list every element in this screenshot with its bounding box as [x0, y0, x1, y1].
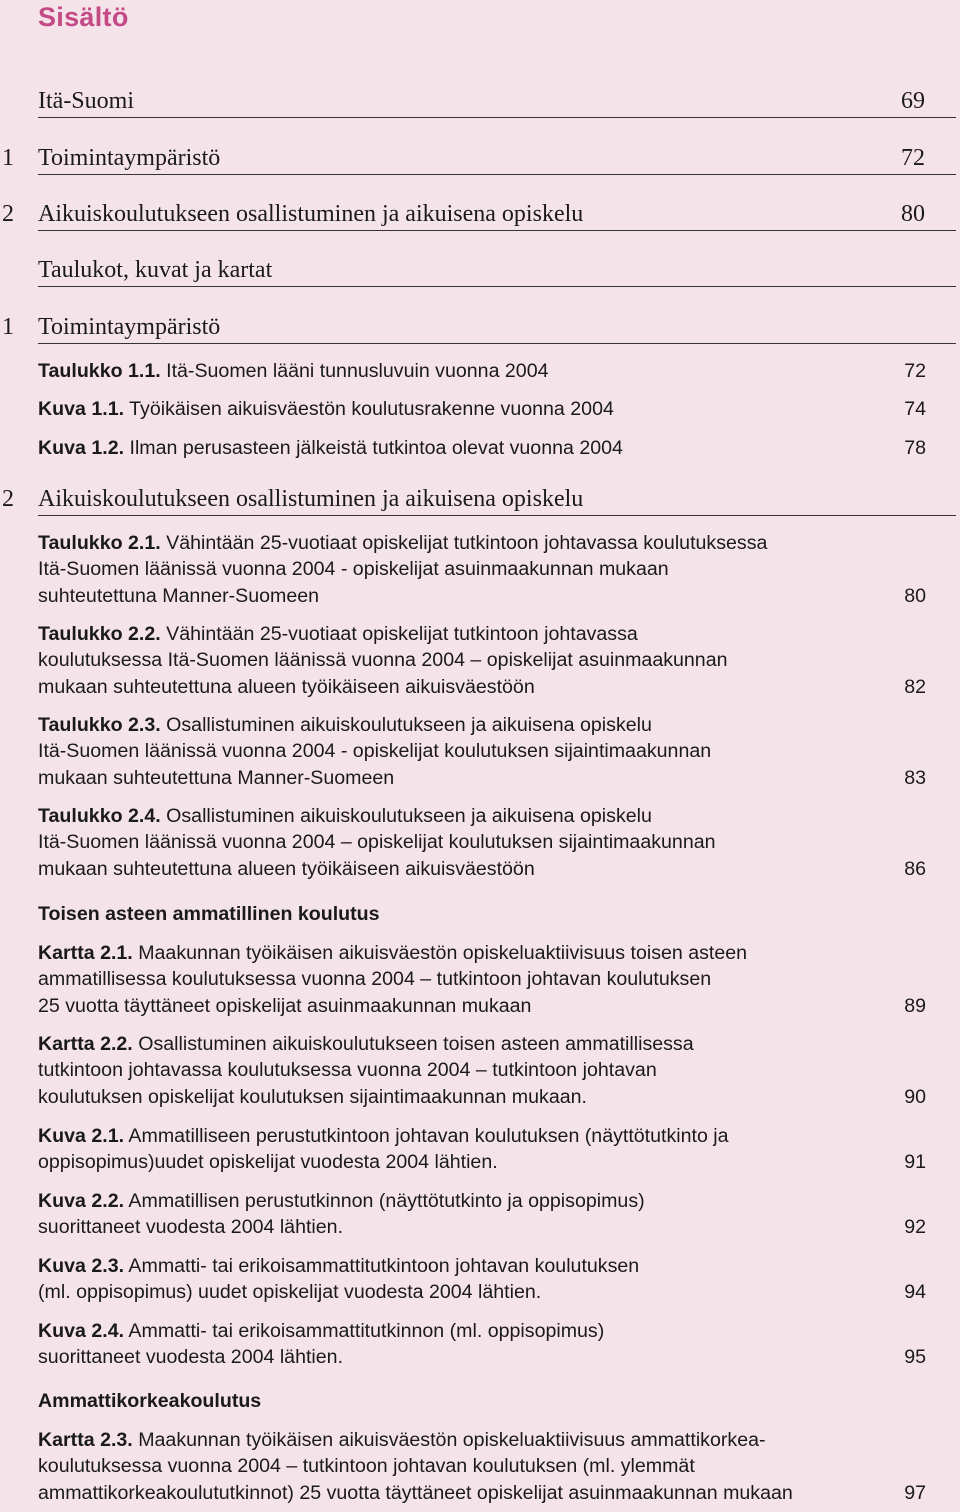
- entry-line: suorittaneet vuodesta 2004 lähtien.: [38, 1216, 344, 1239]
- subsection-heading-polytechnic: Ammattikorkeakoulutus: [38, 1390, 262, 1412]
- section-title: Aikuiskoulutukseen osallistuminen ja aikuisena opiskelu: [38, 486, 584, 512]
- entry-label: Kuva 2.4.: [38, 1320, 125, 1342]
- heading-page: 80: [901, 201, 925, 227]
- entry-label: Kuva 1.1.: [38, 398, 125, 420]
- entry-line: Osallistuminen aikuiskoulutukseen toisen asteen ammatillisessa: [138, 1033, 694, 1055]
- heading-rule: [38, 174, 956, 175]
- entry-line: Maakunnan työikäisen aikuisväestön opiskeluaktiivisuus ammattikorkea-: [138, 1429, 766, 1451]
- entry-page: 74: [904, 398, 926, 420]
- toc-heading-ita-suomi[interactable]: [0, 86, 956, 116]
- heading-page: 69: [901, 88, 925, 114]
- heading-rule: [38, 117, 956, 118]
- entry-line: 25 vuotta täyttäneet opiskelijat asuinmaakunnan mukaan: [38, 994, 532, 1017]
- heading-title: Aikuiskoulutukseen osallistuminen ja aikuisena opiskelu: [38, 201, 584, 227]
- entry-line: suhteutettuna Manner-Suomeen: [38, 584, 320, 607]
- entry-page: 91: [904, 1151, 926, 1174]
- entry-page: 89: [904, 994, 926, 1017]
- entry-line: koulutuksessa Itä-Suomen läänissä vuonna 2004 – opiskelijat asuinmaakunnan: [38, 649, 728, 672]
- section-number: 1: [2, 314, 14, 340]
- entry-label: Taulukko 2.2.: [38, 623, 161, 645]
- entry-label: Kuva 1.2.: [38, 437, 125, 459]
- entry-label: Kartta 2.3.: [38, 1429, 133, 1451]
- toc-entry-kuva-1-2[interactable]: [38, 435, 926, 461]
- section-title: Toimintaympäristö: [38, 314, 221, 340]
- entry-line: mukaan suhteutettuna Manner-Suomeen: [38, 766, 395, 789]
- entry-line: Ammatilliseen perustutkintoon johtavan koulutuksen (näyttötutkinto ja: [128, 1125, 729, 1147]
- entry-label: Kartta 2.2.: [38, 1033, 133, 1055]
- entry-page: 78: [904, 437, 926, 459]
- toc-heading-aikuiskoulutus[interactable]: [0, 199, 956, 229]
- toc-entry-kuva-2-3[interactable]: [38, 1253, 926, 1306]
- entry-line: Osallistuminen aikuiskoulutukseen ja aikuisena opiskelu: [166, 714, 652, 736]
- heading-page: 72: [901, 145, 925, 171]
- toc-heading-taulukot: [0, 255, 956, 285]
- heading-rule: [38, 286, 956, 287]
- toc-entry-kuva-2-1[interactable]: [38, 1123, 926, 1176]
- toc-entry-taulukko-1-1[interactable]: [38, 358, 926, 384]
- entry-line: Ammatti- tai erikoisammattitutkintoon johtavan koulutuksen: [128, 1255, 640, 1277]
- entry-label: Taulukko 1.1.: [38, 360, 161, 382]
- heading-title: Toimintaympäristö: [38, 145, 221, 171]
- entry-line: Itä-Suomen läänissä vuonna 2004 - opiskelijat koulutuksen sijaintimaakunnan: [38, 740, 712, 763]
- toc-entry-kuva-2-4[interactable]: [38, 1318, 926, 1371]
- heading-number: 2: [2, 201, 14, 227]
- entry-page: 72: [904, 360, 926, 382]
- entry-line: Itä-Suomen läänissä vuonna 2004 - opiskelijat asuinmaakunnan mukaan: [38, 558, 669, 581]
- toc-entry-kartta-2-1[interactable]: [38, 940, 926, 1019]
- entry-page: 94: [904, 1281, 926, 1304]
- entry-line: Itä-Suomen läänissä vuonna 2004 – opiskelijat koulutuksen sijaintimaakunnan: [38, 831, 716, 854]
- entry-page: 82: [904, 675, 926, 698]
- toc-heading-toimintaymparisto[interactable]: [0, 143, 956, 173]
- entry-line: Osallistuminen aikuiskoulutukseen ja aikuisena opiskelu: [166, 805, 652, 827]
- entry-label: Kuva 2.3.: [38, 1255, 125, 1277]
- heading-rule: [38, 230, 956, 231]
- entry-line: Ammatillisen perustutkinnon (näyttötutkinto ja oppisopimus): [128, 1190, 645, 1212]
- section-heading-1: [0, 312, 956, 342]
- heading-title: Taulukot, kuvat ja kartat: [38, 257, 273, 283]
- entry-line: oppisopimus)uudet opiskelijat vuodesta 2004 lähtien.: [38, 1151, 498, 1174]
- entry-line: Vähintään 25-vuotiaat opiskelijat tutkintoon johtavassa koulutuksessa: [166, 532, 768, 554]
- page-title: Sisältö: [38, 2, 129, 32]
- entry-page: 86: [904, 857, 926, 880]
- entry-page: 90: [904, 1085, 926, 1108]
- entry-line: (ml. oppisopimus) uudet opiskelijat vuodesta 2004 lähtien.: [38, 1281, 542, 1304]
- entry-label: Kuva 2.1.: [38, 1125, 125, 1147]
- entry-label: Taulukko 2.4.: [38, 805, 161, 827]
- entry-page: 83: [904, 766, 926, 789]
- heading-title: Itä-Suomi: [38, 88, 134, 114]
- toc-entry-taulukko-2-2[interactable]: [38, 621, 926, 700]
- entry-label: Taulukko 2.1.: [38, 532, 161, 554]
- entry-line: Vähintään 25-vuotiaat opiskelijat tutkintoon johtavassa: [166, 623, 638, 645]
- entry-text: Ilman perusasteen jälkeistä tutkintoa olevat vuonna 2004: [129, 437, 623, 459]
- toc-entry-taulukko-2-3[interactable]: [38, 712, 926, 791]
- entry-label: Kuva 2.2.: [38, 1190, 125, 1212]
- entry-label: Kartta 2.1.: [38, 942, 133, 964]
- entry-page: 97: [904, 1481, 926, 1504]
- section-heading-2: [0, 484, 956, 514]
- entry-line: koulutuksen opiskelijat koulutuksen sijaintimaakunnan mukaan.: [38, 1085, 587, 1108]
- section-number: 2: [2, 486, 14, 512]
- toc-entry-taulukko-2-4[interactable]: [38, 803, 926, 882]
- entry-page: 92: [904, 1216, 926, 1239]
- toc-entry-kuva-1-1[interactable]: [38, 396, 926, 422]
- entry-line: ammattikorkeakoulututkinnot) 25 vuotta täyttäneet opiskelijat asuinmaakunnan mukaan: [38, 1481, 793, 1504]
- entry-page: 80: [904, 584, 926, 607]
- entry-text: Työikäisen aikuisväestön koulutusrakenne vuonna 2004: [129, 398, 614, 420]
- toc-entry-kartta-2-3[interactable]: [38, 1427, 926, 1506]
- entry-line: suorittaneet vuodesta 2004 lähtien.: [38, 1346, 344, 1369]
- section-rule: [38, 515, 956, 516]
- entry-line: Maakunnan työikäisen aikuisväestön opiskeluaktiivisuus toisen asteen: [138, 942, 748, 964]
- entry-page: 95: [904, 1346, 926, 1369]
- toc-entry-kuva-2-2[interactable]: [38, 1188, 926, 1241]
- heading-number: 1: [2, 145, 14, 171]
- toc-entry-kartta-2-2[interactable]: [38, 1031, 926, 1110]
- entry-label: Taulukko 2.3.: [38, 714, 161, 736]
- toc-entry-taulukko-2-1[interactable]: [38, 530, 926, 609]
- entry-line: mukaan suhteutettuna alueen työikäiseen aikuisväestöön: [38, 675, 535, 698]
- entry-line: koulutuksessa vuonna 2004 – tutkintoon johtavan koulutuksen (ml. ylemmät: [38, 1455, 695, 1478]
- entry-line: Ammatti- tai erikoisammattitutkinnon (ml. oppisopimus): [128, 1320, 605, 1342]
- section-rule: [38, 343, 956, 344]
- subsection-heading-vocational: Toisen asteen ammatillinen koulutus: [38, 903, 380, 925]
- entry-text: Itä-Suomen lääni tunnusluvuin vuonna 2004: [166, 360, 549, 382]
- entry-line: mukaan suhteutettuna alueen työikäiseen aikuisväestöön: [38, 857, 535, 880]
- entry-line: tutkintoon johtavassa koulutuksessa vuonna 2004 – tutkintoon johtavan: [38, 1059, 657, 1082]
- entry-line: ammatillisessa koulutuksessa vuonna 2004 – tutkintoon johtavan koulutuksen: [38, 968, 712, 991]
